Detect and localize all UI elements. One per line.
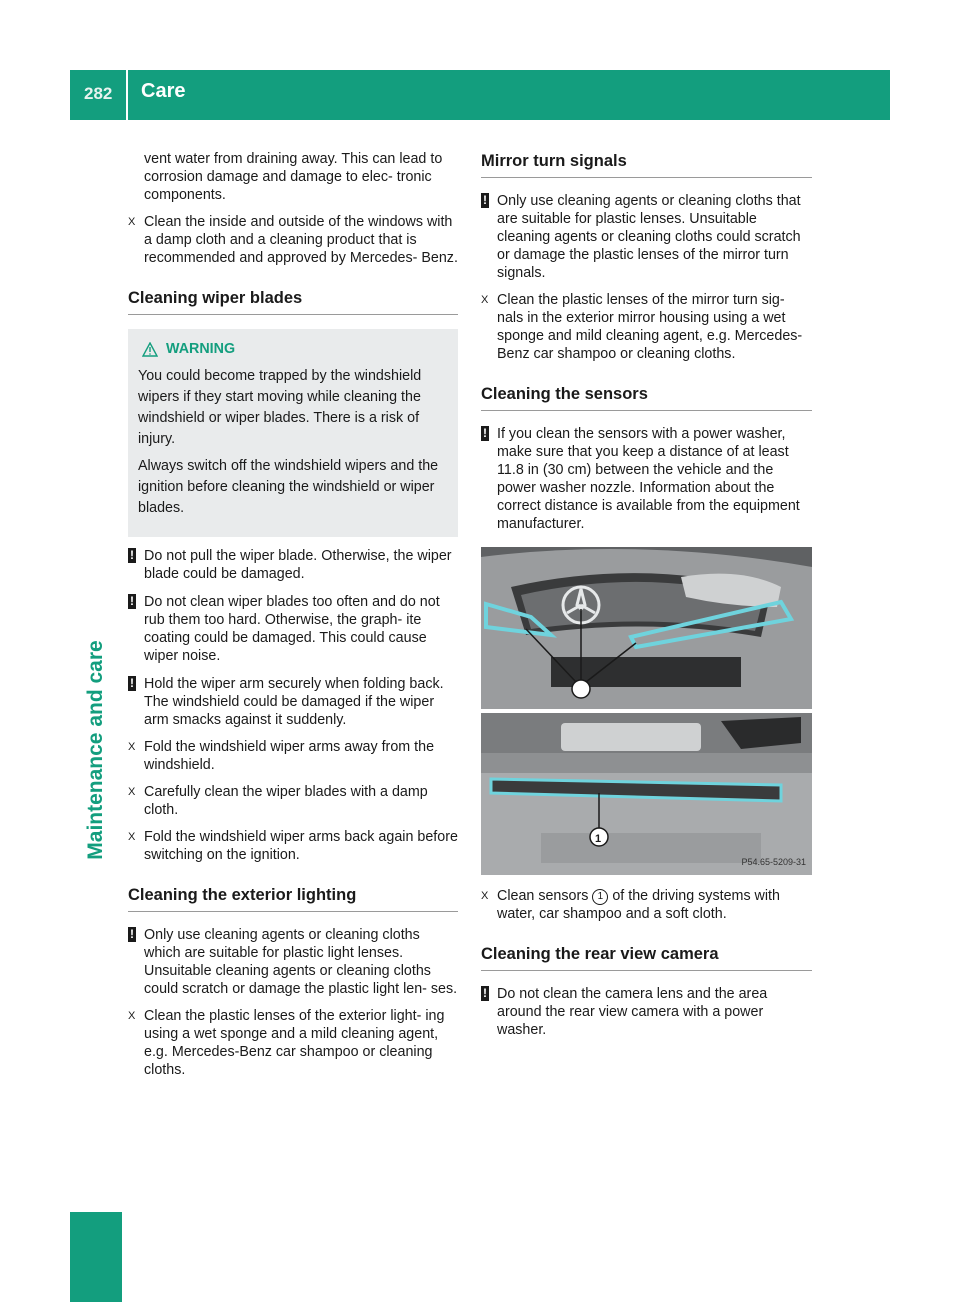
exclamation-icon: ! xyxy=(483,986,487,1000)
instruction-item xyxy=(128,783,458,819)
instruction-text: Clean sensors xyxy=(497,888,593,904)
heading-mirror: Mirror turn signals xyxy=(481,152,812,178)
note-text: Only use cleaning agents or cleaning cloths that are suitable for plastic lenses. Unsuitable cleaning agents or cleaning cloths could scratch or damage the plastic lenses of the mirror turn signals. xyxy=(497,193,801,281)
image-code: P54.65-5209-31 xyxy=(741,857,806,867)
note-item xyxy=(481,425,812,533)
note-text: Only use cleaning agents or cleaning cloths which are suitable for plastic light lenses. Unsuitable cleaning agents or cleaning cloths could scratch or damage the plastic light len- ses. xyxy=(144,927,458,997)
instruction-item xyxy=(128,738,458,774)
arrow-bullet-icon: X xyxy=(128,741,136,753)
instruction-text: Carefully clean the wiper blades with a damp cloth. xyxy=(144,784,428,818)
section-title: Care xyxy=(141,80,186,102)
warning-box xyxy=(128,329,458,537)
exclamation-icon: ! xyxy=(130,927,134,941)
note-text: Do not pull the wiper blade. Otherwise, the wiper blade could be damaged. xyxy=(144,548,452,582)
exclamation-icon: ! xyxy=(130,676,134,690)
exclamation-icon: ! xyxy=(483,193,487,207)
warning-text: Always switch off the windshield wipers and the ignition before cleaning the windshield or wiper blades. xyxy=(138,458,439,516)
warning-text: You could become trapped by the windshield wipers if they start moving while cleaning the windshield or wiper blades. There is a risk of injury. xyxy=(138,368,422,447)
instruction-item xyxy=(128,1007,458,1079)
paragraph: vent water from draining away. This can lead to corrosion damage and damage to elec- tronic components. xyxy=(144,151,443,203)
callout-1-icon: 1 xyxy=(592,889,608,905)
arrow-bullet-icon: X xyxy=(481,294,489,306)
side-tab xyxy=(70,1212,122,1302)
exclamation-icon: ! xyxy=(483,426,487,440)
right-column xyxy=(481,150,812,1039)
exclamation-icon: ! xyxy=(130,548,134,562)
note-item xyxy=(481,985,812,1039)
front-bumper-image xyxy=(481,547,812,709)
heading-sensors: Cleaning the sensors xyxy=(481,385,812,411)
warning-title xyxy=(138,339,448,360)
instruction-text: Fold the windshield wiper arms back again before switching on the ignition. xyxy=(144,829,458,863)
callout-number: 1 xyxy=(595,833,602,845)
instruction-item xyxy=(481,887,812,923)
instruction-item xyxy=(128,213,458,267)
note-item xyxy=(128,547,458,583)
rear-bumper-image xyxy=(481,713,812,875)
warning-triangle-icon xyxy=(142,342,158,357)
instruction-text: Fold the windshield wiper arms away from the windshield. xyxy=(144,739,435,773)
heading-wiper: Cleaning wiper blades xyxy=(128,289,458,315)
instruction-item xyxy=(481,291,812,363)
note-item xyxy=(128,593,458,665)
arrow-bullet-icon: X xyxy=(481,890,489,902)
arrow-bullet-icon: X xyxy=(128,216,136,228)
note-item xyxy=(481,192,812,282)
instruction-text: Clean the plastic lenses of the exterior light- ing using a wet sponge and a mild cleaning agent, e.g. Mercedes-Benz car shampoo or cleaning cloths. xyxy=(144,1008,445,1078)
instruction-item xyxy=(128,828,458,864)
rear-bumper-illustration xyxy=(481,713,812,875)
warning-label: WARNING xyxy=(166,341,236,357)
page-number: 282 xyxy=(84,84,113,103)
note-text: Do not clean wiper blades too often and do not rub them too hard. Otherwise, the graph- ite coating could be damaged. This could cause wiper noise. xyxy=(144,594,440,664)
left-column xyxy=(128,150,458,1079)
instruction-text: of the driving systems with water, car shampoo and a soft cloth. xyxy=(497,888,780,922)
side-chapter-label: Maintenance and care xyxy=(84,640,107,860)
arrow-bullet-icon: X xyxy=(128,786,136,798)
arrow-bullet-icon: X xyxy=(128,1010,136,1022)
exclamation-icon: ! xyxy=(130,594,134,608)
arrow-bullet-icon: X xyxy=(128,831,136,843)
header-divider xyxy=(126,70,128,120)
note-text: Do not clean the camera lens and the area around the rear view camera with a power washer. xyxy=(497,986,768,1038)
note-item xyxy=(128,675,458,729)
note-item xyxy=(128,926,458,998)
page-header xyxy=(70,70,890,120)
note-text: Hold the wiper arm securely when folding back. The windshield could be damaged if the wiper arm smacks against it suddenly. xyxy=(144,676,444,728)
heading-lighting: Cleaning the exterior lighting xyxy=(128,886,458,912)
note-text: If you clean the sensors with a power washer, make sure that you keep a distance of at least 11.8 in (30 cm) between the vehicle and the power washer nozzle. Information about the correct distance is available from the equipment manufacturer. xyxy=(497,426,800,532)
instruction-text: Clean the inside and outside of the windows with a damp cloth and a cleaning product that is recommended and approved by Mercedes- Benz. xyxy=(144,214,458,266)
instruction-text: Clean the plastic lenses of the mirror turn sig- nals in the exterior mirror housing using a wet sponge and mild cleaning agent, e.g. Mercedes-Benz car shampoo or cleaning cloths. xyxy=(497,292,803,362)
heading-camera: Cleaning the rear view camera xyxy=(481,945,812,971)
front-bumper-illustration xyxy=(481,547,812,709)
